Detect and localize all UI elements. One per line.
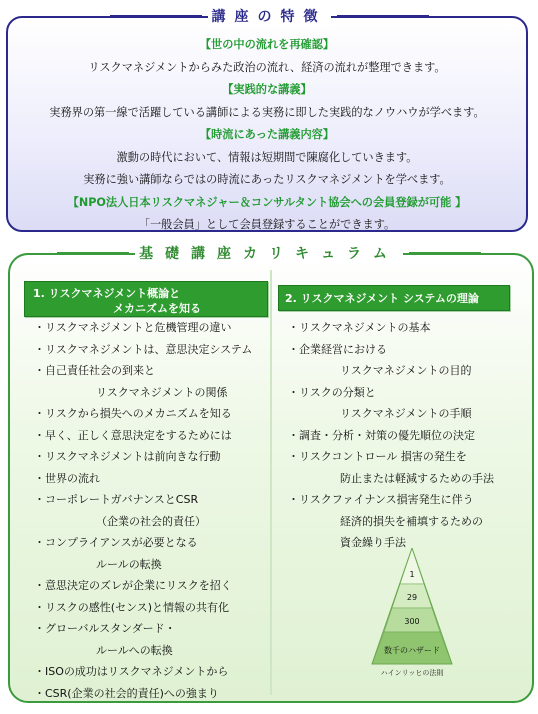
pyramid-label-300: 300 — [404, 617, 420, 626]
curriculum-title: 基礎講座カリキュラム — [135, 243, 403, 263]
course1-heading-line1: 1. リスクマネジメント概論と — [33, 287, 181, 300]
topic-item: ・コンプライアンスが必要となる — [34, 536, 198, 549]
topic-item: ・コーポレートガバナンスとCSR — [34, 493, 199, 506]
pyramid-label-1: 1 — [409, 570, 415, 579]
pyramid-label-hazards: 数千のハザード — [384, 646, 440, 655]
features-title: 講座の特徴 — [208, 6, 331, 26]
feature-heading: 【時流にあった講義内容】 — [199, 128, 335, 141]
topic-item: ・ISOの成功はリスクマネジメントから — [34, 665, 229, 678]
topic-item: ・リスクマネジメントは、意思決定システム — [34, 342, 253, 356]
topic-item: ・リスクの分類と — [288, 385, 376, 399]
feature-heading: 【NPO法人日本リスクマネジャー＆コンサルタント協会への会員登録が可能 】 — [67, 195, 467, 209]
feature-heading: 【世の中の流れを再確認】 — [199, 38, 335, 51]
topic-item: ・調査・分析・対策の優先順位の決定 — [288, 428, 475, 442]
course2-heading: 2. リスクマネジメント システムの理論 — [278, 285, 510, 311]
topic-item: リスクマネジメントの目的 — [340, 364, 472, 377]
title-rule-left — [57, 252, 129, 255]
course1-topic-list — [34, 317, 252, 704]
feature-text: 激動の時代において、情報は短期間で陳腐化していきます。 — [116, 150, 418, 164]
pyramid-label-29: 29 — [406, 593, 418, 602]
topic-item: リスクマネジメントの手順 — [340, 407, 472, 420]
feature-text: リスクマネジメントからみた政治の流れ、経済の流れが整理できます。 — [88, 60, 446, 74]
topic-item: ・リスクから損失へのメカニズムを知る — [34, 407, 232, 420]
topic-item: ・リスクマネジメントは前向きな行動 — [34, 450, 221, 463]
topic-item: ・リスクコントロール 損害の発生を — [288, 450, 467, 463]
topic-item: ・世界の流れ — [34, 471, 100, 485]
course1-heading — [24, 281, 268, 317]
topic-item: リスクマネジメントの関係 — [96, 385, 228, 399]
topic-item: ・リスクマネジメントの基本 — [288, 321, 431, 334]
course2-topic-list — [288, 317, 494, 554]
topic-item: ・リスクファイナンス損害発生に伴う — [288, 493, 474, 506]
title-rule-left — [110, 15, 202, 18]
topic-item: ・グローバルスタンダード・ — [34, 622, 176, 635]
topic-item: ルールの転換 — [96, 557, 162, 571]
feature-text: 実務に強い講師ならではの時流にあったリスクマネジメントを学べます。 — [83, 173, 451, 186]
topic-item: （企業の社会的責任） — [96, 514, 206, 528]
topic-item: ・CSR(企業の社会的責任)への強まり — [34, 686, 219, 700]
topic-item: ルールへの転換 — [96, 643, 173, 657]
feature-text: 実務界の第一線で活躍している講師による実務に即した実践的なノウハウが学べます。 — [49, 105, 485, 119]
topic-item: ・早く、正しく意思決定をするためには — [34, 428, 232, 442]
curriculum-title-bar — [0, 243, 538, 263]
course1-heading-line2: メカニズムを知る — [113, 302, 201, 315]
topic-item: ・企業経営における — [288, 342, 387, 356]
heinrich-pyramid — [364, 548, 460, 680]
topic-item: ・リスクの感性(センス)と情報の共有化 — [34, 600, 230, 614]
feature-text: 「一般会員」として会員登録することができます。 — [138, 218, 396, 231]
pyramid-caption: ハインリッヒの法則 — [380, 669, 444, 677]
features-lines — [6, 34, 528, 237]
topic-item: ・自己責任社会の到来と — [34, 364, 155, 377]
topic-item: ・リスクマネジメントと危機管理の違い — [34, 321, 232, 334]
column-divider — [270, 270, 272, 695]
feature-heading: 【実践的な講義】 — [222, 83, 312, 96]
topic-item: 経済的損失を補填するための — [340, 514, 483, 528]
title-rule-right — [337, 15, 429, 18]
topic-item: ・意思決定のズレが企業にリスクを招く — [34, 579, 232, 592]
topic-item: 防止または軽減するための手法 — [340, 471, 494, 485]
title-rule-right — [409, 252, 481, 255]
topic-item: 資金繰り手法 — [340, 536, 406, 549]
features-title-bar — [0, 6, 538, 26]
